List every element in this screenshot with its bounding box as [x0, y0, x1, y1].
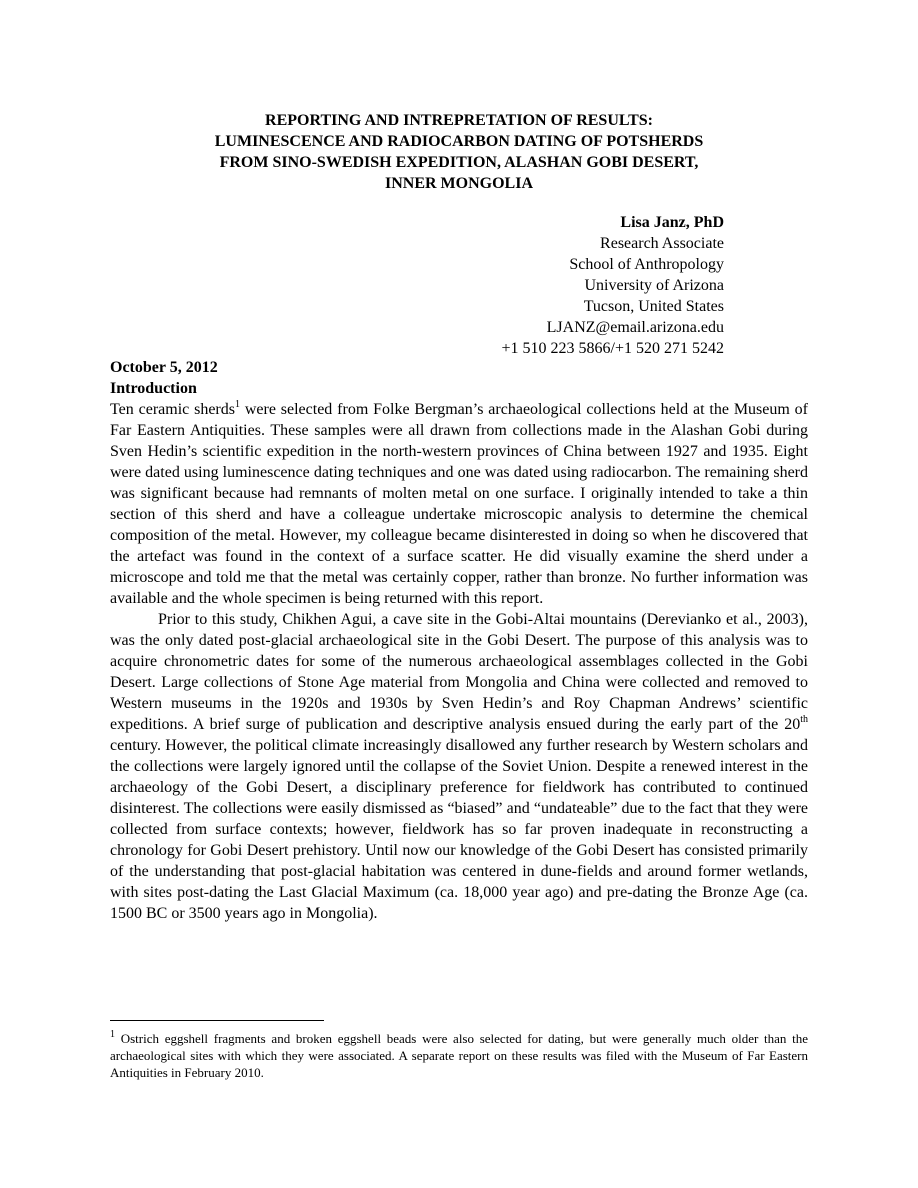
paragraph-text: were selected from Folke Bergman’s archaeological collections held at the Museum of Far Eastern Antiquities. These samples were all drawn from collections made in the Alashan Gobi during Sven Hedin’s scientific expedition in the north-western provinces of China between 1927 and 1935. Eight were dated using luminescence dating techniques and one was dated using radiocarbon. The remaining sherd was significant because had remnants of molten metal on one surface. I originally intended to take a thin section of this sherd and have a colleague undertake microscopic analysis to determine the chemical composition of the metal. However, my colleague became disinterested in doing so when he discovered that the artefact was found in the context of a surface scatter. He did visually examine the sherd under a microscope and told me that the metal was certainly copper, rather than bronze. No further information was available and the whole specimen is being returned with this report. [110, 401, 808, 607]
paragraph-text: century. However, the political climate increasingly disallowed any further research by Western scholars and the collections were largely ignored until the collapse of the Soviet Union. Despite a renewed interest in the archaeology of the Gobi Desert, a disciplinary preference for fieldwork has contributed to continued disinterest. The collections were easily dismissed as “biased” and “undateable” due to the fact that they were collected from surface contexts; however, fieldwork has so far proven inadequate in reconstructing a chronology for Gobi Desert prehistory. Until now our knowledge of the Gobi Desert has consisted primarily of the understanding that post-glacial habitation was centered in dune-fields and around former wetlands, with sites post-dating the Last Glacial Maximum (ca. 18,000 year ago) and pre-dating the Bronze Age (ca. 1500 BC or 3500 years ago in Mongolia). [110, 737, 808, 922]
author-institution: University of Arizona [584, 277, 724, 294]
author-block [502, 212, 725, 359]
footnote-text: Ostrich eggshell fragments and broken eggshell beads were also selected for dating, but were generally much older than the archaeological sites with which they were associated. A separate report on these results was filed with the Museum of Far Eastern Antiquities in February 2010. [110, 1031, 808, 1080]
title-line: FROM SINO-SWEDISH EXPEDITION, ALASHAN GOBI DESERT, [219, 154, 699, 171]
title-line: LUMINESCENCE AND RADIOCARBON DATING OF POTSHERDS [214, 133, 704, 150]
author-email: LJANZ@email.arizona.edu [546, 319, 724, 336]
footnote [110, 1030, 808, 1081]
document-title [110, 110, 808, 194]
document-date: October 5, 2012 [110, 359, 218, 376]
ordinal-superscript: th [800, 713, 808, 725]
author-position: Research Associate [600, 235, 724, 252]
author-location: Tucson, United States [583, 298, 724, 315]
author-name: Lisa Janz, PhD [620, 214, 724, 231]
paragraph-text: Prior to this study, Chikhen Agui, a cave site in the Gobi-Altai mountains (Derevianko et al., 2003), was the only dated post-glacial archaeological site in the Gobi Desert. The purpose of this analysis was to acquire chronometric dates for some of the numerous archaeological assemblages collected in the Gobi Desert. Large collections of Stone Age material from Mongolia and China were collected and removed to Western museums in the 1920s and 1930s by Sven Hedin’s and Roy Chapman Andrews’ scientific expeditions. A brief surge of publication and descriptive analysis ensued during the early part of the 20 [110, 611, 808, 733]
section-heading: Introduction [110, 380, 197, 397]
author-phone: +1 510 223 5866/+1 520 271 5242 [501, 340, 724, 357]
footnote-marker: 1 [110, 1028, 115, 1040]
author-department: School of Anthropology [569, 256, 724, 273]
title-line: INNER MONGOLIA [384, 175, 533, 192]
title-line: REPORTING AND INTREPRETATION OF RESULTS: [265, 112, 653, 129]
footnote-marker: 1 [234, 398, 240, 410]
paragraph-text: Ten ceramic sherds [110, 401, 235, 418]
footnote-divider [110, 1020, 324, 1021]
paragraph-purpose [110, 609, 808, 924]
paragraph-intro [110, 399, 808, 609]
body-text [110, 399, 808, 924]
